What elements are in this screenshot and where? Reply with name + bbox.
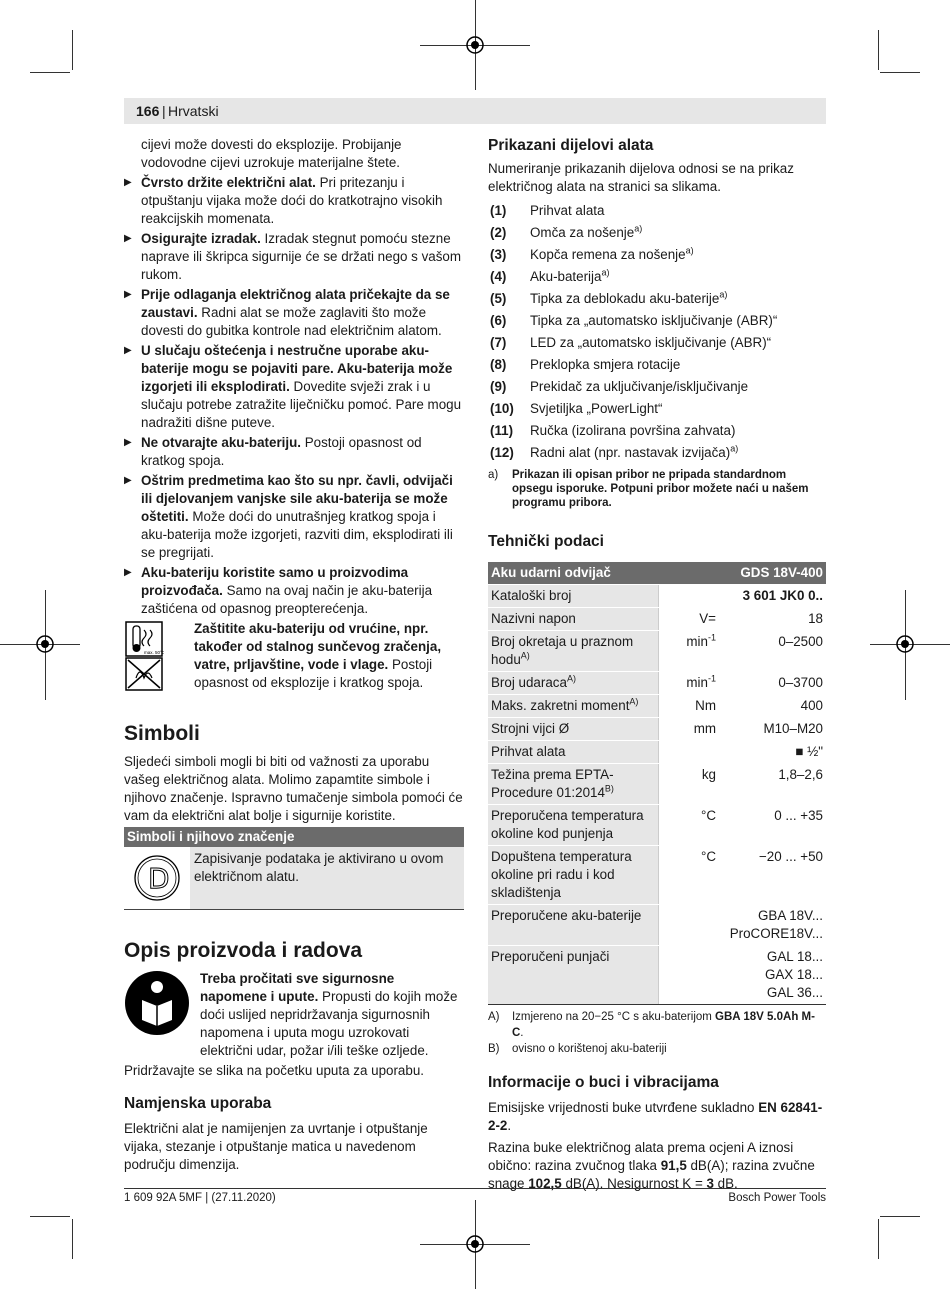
tech-label-text: Preporučeni punjači	[491, 949, 610, 964]
tech-unit	[659, 741, 720, 764]
tech-label-text: Preporučene aku-baterije	[491, 908, 642, 923]
part-item	[488, 398, 826, 420]
footnote-text	[512, 1041, 667, 1057]
intro-text: cijevi može dovesti do eksplozije. Probijanje vodovodne cijevi uzrokuje materijalne štete.	[141, 137, 402, 170]
footnote-text-main: Izmjereno na 20−25 °C s aku-baterijom	[511, 1011, 716, 1023]
part-number: (9)	[490, 379, 507, 394]
bullet-text: Postoji opasnost od kratkog spoja.	[141, 435, 422, 468]
parts-list	[488, 200, 826, 464]
safety-bullet	[124, 286, 464, 340]
part-label	[530, 222, 642, 244]
part-footnote-mark: a)	[634, 223, 643, 234]
tech-table-header	[488, 562, 826, 585]
tech-unit-text: °C	[700, 808, 716, 823]
tech-label	[488, 585, 659, 608]
tech-title: Tehnički podaci	[488, 533, 604, 550]
safety-bullet	[124, 174, 464, 228]
part-item	[488, 442, 826, 464]
crop-mark	[30, 1216, 70, 1217]
left-column	[124, 136, 464, 1174]
part-label	[530, 200, 604, 222]
crop-mark	[72, 30, 73, 70]
symbols-table-row	[124, 847, 464, 910]
tech-footnote	[488, 1041, 826, 1057]
part-label-text: Kopča remena za nošenje	[530, 247, 686, 262]
footer-doc-id: 1 609 92A 5MF | (27.11.2020)	[124, 1192, 276, 1204]
symbols-title: Simboli	[124, 722, 200, 745]
namjenska-text: Električni alat je namijenjen za uvrtanje i otpuštanje vijaka, stezanje i otpuštanje matica u navedenom području dimenzija.	[124, 1121, 428, 1172]
tech-unit-text: °C	[700, 849, 716, 864]
part-label-text: Radni alat (npr. nastavak izvijača)	[530, 445, 731, 460]
part-footnote-mark: a)	[730, 443, 739, 454]
part-number: (1)	[490, 203, 507, 218]
tech-value: GBA 18V... ProCORE18V...	[719, 905, 826, 946]
tech-unit	[659, 672, 720, 695]
tech-unit	[659, 946, 720, 1005]
part-label-text: Preklopka smjera rotacije	[530, 357, 681, 372]
heat-warning	[124, 620, 464, 697]
tech-label	[488, 741, 659, 764]
tech-label-text: Strojni vijci Ø	[491, 721, 570, 736]
bullet-text: Može doći do unutrašnjeg kratkog spoja i aku-baterija može izgorjeti, razviti dim, eksplodirati ili se pregrijati.	[141, 509, 453, 560]
tech-unit-exp: -1	[707, 632, 716, 643]
part-footnote-mark: a)	[719, 289, 728, 300]
part-footnote-mark: a)	[601, 267, 610, 278]
part-label	[530, 354, 680, 376]
tech-label	[488, 672, 659, 695]
part-label-text: LED za „automatsko isključivanje (ABR)“	[530, 335, 772, 350]
tech-label-footnote: A)	[566, 673, 576, 684]
part-label-text: Prihvat alata	[530, 203, 605, 218]
tech-label	[488, 764, 659, 805]
tech-label-text: Broj okretaja u praznom hodu	[491, 634, 634, 667]
tech-row	[488, 905, 826, 946]
part-label	[530, 288, 727, 310]
symbols-text: Sljedeći simboli mogli bi biti od važnosti za uporabu vašeg električnog alata. Molimo zapamtite simbole i njihovo značenje. Ispravno tumačenje simbola pomoći će vam da električni alat bolje i sigurnije koristite.	[124, 754, 463, 823]
footnote-key: A)	[488, 1011, 500, 1023]
tech-unit	[659, 585, 720, 608]
part-number: (5)	[490, 291, 507, 306]
part-label	[530, 332, 771, 354]
part-item	[488, 310, 826, 332]
part-label-text: Tipka za „automatsko isključivanje (ABR)“	[530, 313, 778, 328]
tech-value: 0–2500	[719, 631, 826, 672]
part-label	[530, 442, 738, 464]
tech-label-text: Težina prema EPTA-Procedure 01:2014	[491, 767, 614, 800]
tech-label	[488, 608, 659, 631]
safety-bullet	[124, 564, 464, 618]
crop-mark	[880, 72, 920, 73]
tech-label	[488, 718, 659, 741]
bullet-bold: Oštrim predmetima kao što su npr. čavli, odvijači ili djelovanjem vanjske sile aku-baterija se može oštetiti.	[141, 473, 453, 524]
part-label	[530, 398, 662, 420]
part-label	[530, 420, 735, 442]
tech-label-footnote: B)	[604, 783, 614, 794]
tech-table	[488, 562, 826, 1005]
tech-value: 3 601 JK0 0..	[719, 585, 826, 608]
tech-label-text: Broj udaraca	[491, 675, 567, 690]
registration-mark-icon	[463, 33, 487, 57]
part-label	[530, 376, 748, 398]
bullet-text: Dovedite svježi zrak i u slučaju potrebe zatražite liječničku pomoć. Pare mogu nadražiti dišne puteve.	[141, 379, 462, 430]
part-label	[530, 244, 694, 266]
part-item	[488, 288, 826, 310]
part-number: (4)	[490, 269, 507, 284]
tech-label	[488, 695, 659, 718]
noise-title: Informacije o buci i vibracijama	[488, 1074, 719, 1091]
part-label-text: Ručka (izolirana površina zahvata)	[530, 423, 736, 438]
tech-unit-text: V=	[699, 611, 716, 626]
tech-label-footnote: A)	[520, 650, 530, 661]
footnote-text-bold: GBA 18V 5.0Ah M-C	[511, 1011, 815, 1039]
footnote-text-end: .	[520, 1027, 524, 1039]
part-label	[530, 266, 609, 288]
part-label-text: Tipka za deblokadu aku-baterije	[530, 291, 720, 306]
read-manual-text: Treba pročitati sve sigurnosne napomene i upute. Propusti do kojih može doći uslijed nepridržavanja sigurnosnih napomena i uputa mogu uzrokovati električni udar, požar i/ili teške ozljede.	[200, 971, 458, 1058]
crop-mark	[30, 72, 70, 73]
tech-row	[488, 805, 826, 846]
noise-p2: Razina buke električnog alata prema ocjeni A iznosi obično: razina zvučnog tlaka 91,5 dB(A); razina zvučne snage 102,5 dB(A). Nesigurnost K = 3 dB.	[488, 1140, 815, 1191]
heat-icon-label: max. 50°C	[144, 650, 164, 655]
footnote-text	[512, 1009, 826, 1041]
battery-heat-icon	[124, 620, 194, 697]
footnote-key: B)	[488, 1043, 500, 1055]
noise-p1: Emisijske vrijednosti buke utvrđene sukladno EN 62841-2-2.	[488, 1100, 823, 1133]
crop-mark	[880, 1216, 920, 1217]
bullet-bold: Ne otvarajte aku-bateriju.	[141, 435, 301, 450]
tech-label	[488, 946, 659, 1005]
tech-unit	[659, 805, 720, 846]
part-number: (10)	[490, 401, 514, 416]
bullet-bold: U slučaju oštećenja i nestručne uporabe aku-baterije mogu se pojaviti pare. Aku-baterija može izgorjeti ili eksplodirati.	[141, 343, 453, 394]
right-column	[488, 136, 826, 1193]
opis-note: Pridržavajte se slika na početku uputa za uporabu.	[124, 1063, 424, 1078]
page-header	[124, 98, 826, 124]
part-label	[530, 310, 777, 332]
part-label-text: Svjetiljka „PowerLight“	[530, 401, 663, 416]
tech-header-model: GDS 18V-400	[719, 562, 826, 585]
tech-label	[488, 631, 659, 672]
bullet-text: Radni alat se može zaglaviti što može dovesti do gubitka kontrole nad električnim alatom.	[141, 305, 442, 338]
tech-footnote	[488, 1009, 826, 1041]
tech-unit	[659, 718, 720, 741]
tech-value: 1,8–2,6	[719, 764, 826, 805]
tech-unit	[659, 631, 720, 672]
read-manual-warning	[124, 970, 464, 1060]
part-number: (3)	[490, 247, 507, 262]
tech-value: −20 ... +50	[719, 846, 826, 905]
part-number: (7)	[490, 335, 507, 350]
tech-row	[488, 846, 826, 905]
tech-header-name: Aku udarni odvijač	[488, 562, 719, 585]
tech-value: 18	[719, 608, 826, 631]
data-recording-icon	[124, 847, 190, 909]
tech-unit	[659, 695, 720, 718]
tech-label-text: Maks. zakretni moment	[491, 698, 630, 713]
tech-unit	[659, 846, 720, 905]
heat-warning-text: Zaštitite aku-bateriju od vrućine, npr. također od stalnog sunčevog zračenja, vatre, prljavštine, vode i vlage. Postoji opasnost od eksplozije i kratkog spoja.	[194, 621, 442, 690]
part-item	[488, 332, 826, 354]
tech-value: ■ ½"	[719, 741, 826, 764]
tech-unit	[659, 608, 720, 631]
namjenska-title: Namjenska uporaba	[124, 1095, 272, 1112]
parts-title: Prikazani dijelovi alata	[488, 137, 654, 154]
tech-value: 0 ... +35	[719, 805, 826, 846]
part-item	[488, 266, 826, 288]
part-number: (6)	[490, 313, 507, 328]
safety-bullet	[124, 472, 464, 562]
tech-value: 400	[719, 695, 826, 718]
tech-label	[488, 905, 659, 946]
tech-label-text: Prihvat alata	[491, 744, 566, 759]
tech-row	[488, 631, 826, 672]
page-footer	[124, 1188, 826, 1204]
registration-mark-icon	[893, 632, 917, 656]
tech-label-text: Nazivni napon	[491, 611, 576, 626]
tech-unit-text: min	[686, 675, 708, 690]
tech-row	[488, 764, 826, 805]
registration-mark-icon	[463, 1232, 487, 1256]
bullet-text: Pri pritezanju i otpuštanju vijaka može doći do kratkotrajno visokih reakcijskih momenata.	[141, 175, 443, 226]
part-item	[488, 420, 826, 442]
tech-label-text: Dopuštena temperatura okoline pri radu i kod skladištenja	[491, 849, 632, 900]
tech-label-footnote: A)	[629, 696, 639, 707]
part-number: (11)	[490, 423, 514, 438]
tech-row	[488, 695, 826, 718]
tech-row	[488, 946, 826, 1005]
safety-bullet	[124, 434, 464, 470]
tech-label	[488, 846, 659, 905]
part-item	[488, 222, 826, 244]
tech-label	[488, 805, 659, 846]
tech-value: 0–3700	[719, 672, 826, 695]
read-manual-icon	[124, 970, 200, 1060]
bullet-bold: Čvrsto držite električni alat.	[141, 175, 316, 190]
tech-row	[488, 585, 826, 608]
bullet-text: Samo na ovaj način je aku-baterija zaštićena od opasnog preopterećenja.	[141, 583, 433, 616]
bullet-text: Izradak stegnut pomoću stezne naprave ili škripca sigurnije će se držati nego s vašom rukom.	[141, 231, 462, 282]
crop-mark	[878, 30, 879, 70]
parts-intro: Numeriranje prikazanih dijelova odnosi se na prikaz električnog alata na stranici sa slikama.	[488, 161, 794, 194]
footnote-text-main: ovisno o korištenoj aku-bateriji	[512, 1043, 667, 1055]
bullet-bold: Osigurajte izradak.	[141, 231, 261, 246]
tech-label-text: Preporučena temperatura okoline kod punjenja	[491, 808, 644, 841]
safety-bullet	[124, 230, 464, 284]
tech-unit-text: kg	[701, 767, 716, 782]
part-footnote-mark: a)	[685, 245, 694, 256]
page-number: 166	[136, 103, 160, 119]
bullet-bold: Aku-bateriju koristite samo u proizvodima proizvođača.	[141, 565, 409, 598]
tech-row	[488, 741, 826, 764]
part-label-text: Omča za nošenje	[530, 225, 635, 240]
part-label-text: Prekidač za uključivanje/isključivanje	[530, 379, 749, 394]
tech-unit	[659, 764, 720, 805]
tech-unit-text: mm	[693, 721, 716, 736]
header-language: Hrvatski	[168, 103, 219, 119]
part-item	[488, 354, 826, 376]
registration-mark-icon	[33, 632, 57, 656]
crop-mark	[72, 1219, 73, 1259]
safety-bullets	[124, 174, 464, 618]
tech-unit-exp: -1	[707, 673, 716, 684]
tech-row	[488, 718, 826, 741]
tech-unit-text: Nm	[695, 698, 716, 713]
parts-note: a) Prikazan ili opisan pribor ne pripada standardnom opsegu isporuke. Potpuni pribor možete naći u našem programu pribora.	[488, 469, 809, 509]
safety-bullet	[124, 342, 464, 432]
tech-value: M10–M20	[719, 718, 826, 741]
tech-unit	[659, 905, 720, 946]
part-number: (8)	[490, 357, 507, 372]
tech-label-text: Kataloški broj	[491, 588, 572, 603]
part-item	[488, 200, 826, 222]
header-separator: |	[162, 103, 166, 119]
crop-mark	[878, 1219, 879, 1259]
symbol-letter: D	[148, 862, 170, 895]
tech-row	[488, 608, 826, 631]
opis-title: Opis proizvoda i radova	[124, 939, 363, 962]
part-item	[488, 376, 826, 398]
symbols-table	[124, 827, 464, 910]
bullet-bold: Prije odlaganja električnog alata pričekajte da se zaustavi.	[141, 287, 450, 320]
symbols-table-header: Simboli i njihovo značenje	[124, 827, 464, 847]
part-number: (12)	[490, 445, 514, 460]
part-label-text: Aku-baterija	[530, 269, 602, 284]
symbols-row-text: Zapisivanje podataka je aktivirano u ovom električnom alatu.	[190, 847, 464, 909]
tech-value: GAL 18... GAX 18... GAL 36...	[719, 946, 826, 1005]
tech-row	[488, 672, 826, 695]
part-number: (2)	[490, 225, 507, 240]
tech-unit-text: min	[686, 634, 708, 649]
part-item	[488, 244, 826, 266]
tech-footnotes	[488, 1009, 826, 1057]
footer-brand: Bosch Power Tools	[728, 1192, 826, 1204]
